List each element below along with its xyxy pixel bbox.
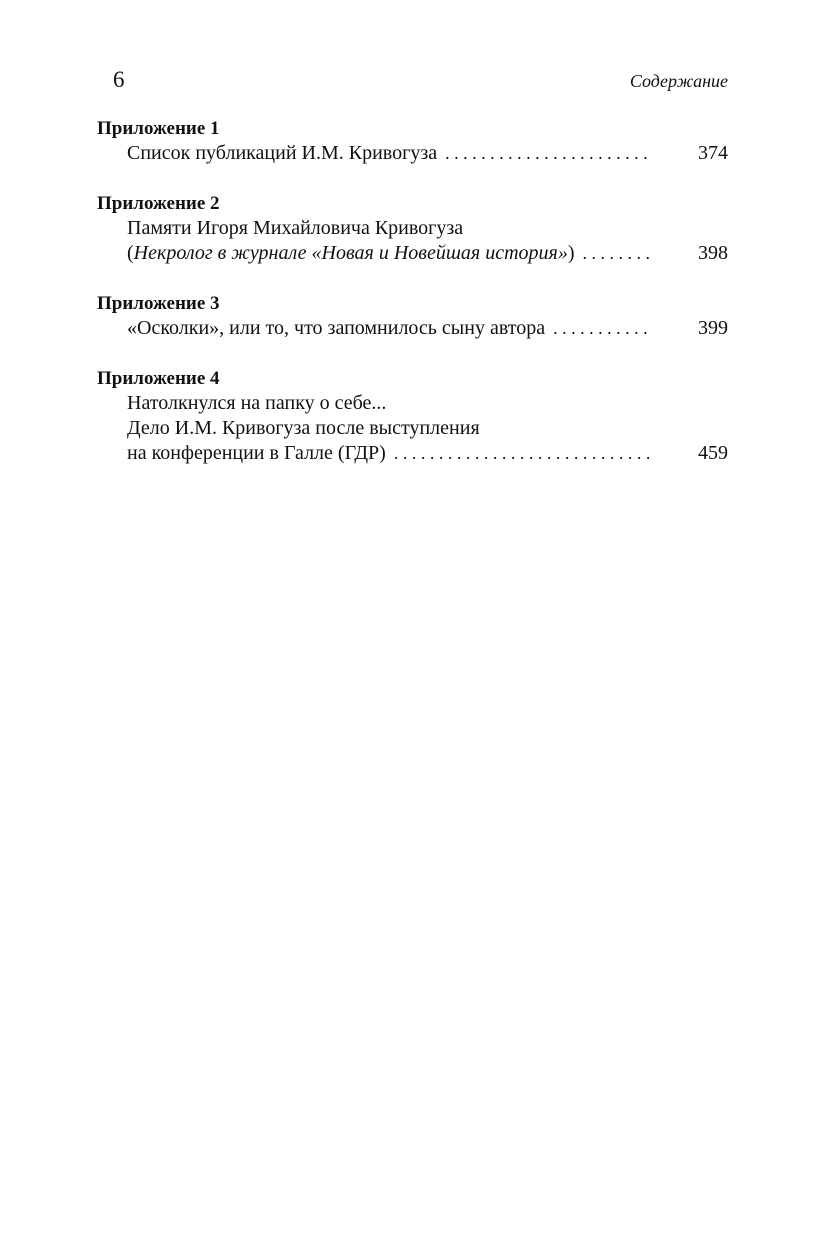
paren-close: ) (567, 242, 575, 264)
entry-title-line: Натолкнулся на папку о себе... (127, 392, 387, 414)
entry-title: «Осколки», или то, что запомнилось сыну автора (127, 317, 546, 339)
dot-leader (553, 316, 652, 341)
toc-entry[interactable] (97, 141, 728, 166)
toc-section-appendix-2 (97, 191, 728, 266)
entry-title: Список публикаций И.М. Кривогуза (127, 142, 438, 164)
toc-section-appendix-1 (97, 116, 728, 166)
entry-title (127, 241, 575, 266)
table-of-contents (97, 116, 728, 491)
dot-leader (445, 141, 652, 166)
entry-title-line: Дело И.М. Кривогуза после выступления (127, 417, 480, 439)
toc-section-appendix-3 (97, 291, 728, 341)
entry-title-line: Памяти Игоря Михайловича Кривогуза (127, 217, 464, 239)
toc-entry[interactable] (97, 241, 728, 266)
entry-page-number: 398 (698, 242, 728, 264)
running-head: Содержание (629, 71, 728, 91)
toc-entry[interactable] (97, 441, 728, 466)
section-title: Приложение 4 (97, 368, 220, 389)
toc-section-appendix-4 (97, 366, 728, 466)
entry-title-italic: Некролог в журнале «Новая и Новейшая история» (133, 242, 568, 264)
entry-page-number: 374 (698, 142, 728, 164)
section-title: Приложение 3 (97, 293, 220, 314)
toc-entry[interactable] (97, 316, 728, 341)
section-title: Приложение 2 (97, 193, 220, 214)
page-number: 6 (113, 67, 125, 92)
entry-title: на конференции в Галле (ГДР) (127, 442, 386, 464)
entry-page-number: 459 (698, 442, 728, 464)
paren-open: ( (127, 242, 134, 264)
section-title: Приложение 1 (97, 118, 220, 139)
dot-leader (583, 241, 652, 266)
entry-page-number: 399 (698, 317, 728, 339)
dot-leader (394, 441, 652, 466)
